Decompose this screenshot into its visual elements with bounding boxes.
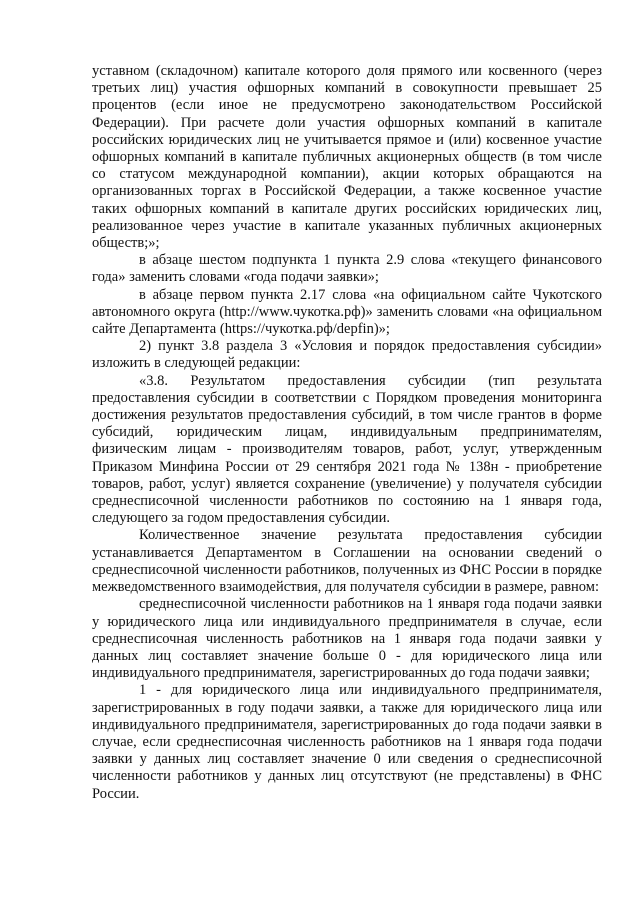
paragraph-amendment-3-8: 2) пункт 3.8 раздела 3 «Условия и порядок предоставления субсидии» изложить в следующей редакции: bbox=[92, 338, 602, 372]
paragraph-amendment-2-17: в абзаце первом пункта 2.17 слова «на официальном сайте Чукотского автономного округа (http://www.чукотка.рф)» заменить словами «на официальном сайте Департамента (https://чукотка.рф/depfin)»; bbox=[92, 286, 602, 338]
paragraph-offshore-participation: уставном (складочном) капитале которого доля прямого или косвенного (через третьих лиц) участия офшорных компаний в совокупности превышает 25 процентов (если иное не предусмотрено законодательством Российской Федерации). При расчете доли участия офшорных компаний в капитале российских юридических лиц не учитывается прямое и (или) косвенное участие офшорных компаний в капитале публичных акционерных обществ (в том числе со статусом международной компании), акции которых обращаются на организованных торгах в Российской Федерации, а также косвенное участие таких офшорных компаний в капитале других российских юридических лиц, реализованное через участие в капитале указанных публичных акционерных обществ;»; bbox=[92, 63, 602, 252]
paragraph-amendment-2-9: в абзаце шестом подпункта 1 пункта 2.9 слова «текущего финансового года» заменить словами «года подачи заявки»; bbox=[92, 252, 602, 286]
document-page bbox=[92, 63, 602, 803]
paragraph-average-headcount: среднесписочной численности работников на 1 января года подачи заявки у юридического лица или индивидуального предпринимателя в случае, если среднесписочная численность работников на 1 января года подачи заявки у данных лиц составляет значение больше 0 - для юридического лица или индивидуального предпринимателя, зарегистрированных до года подачи заявки; bbox=[92, 596, 602, 682]
paragraph-clause-3-8-result: «3.8. Результатом предоставления субсидии (тип результата предоставления субсидии в соответствии с Порядком проведения мониторинга достижения результатов предоставления субсидий, в том числе грантов в форме субсидий, юридическим лицам, индивидуальным предпринимателям, физическим лицам - производителям товаров, работ, услуг, утвержденным Приказом Минфина России от 29 сентября 2021 года № 138н - приобретение товаров, работ, услуг) является сохранение (увеличение) у получателя субсидии среднесписочной численности работников по состоянию на 1 января года, следующего за годом предоставления субсидии. bbox=[92, 372, 602, 527]
paragraph-value-one: 1 - для юридического лица или индивидуального предпринимателя, зарегистрированных в году подачи заявки, а также для юридического лица или индивидуального предпринимателя, зарегистрированных до года подачи заявки в случае, если среднесписочная численность работников на 1 января года подачи заявки у данных лиц составляет значение 0 или сведения о среднесписочной численности работников у данных лиц отсутствуют (не представлены) в ФНС России. bbox=[92, 682, 602, 802]
paragraph-quantitative-value: Количественное значение результата предоставления субсидии устанавливается Департаментом в Соглашении на основании сведений о среднесписочной численности работников, полученных из ФНС России в порядке межведомственного взаимодействия, для получателя субсидии в размере, равном: bbox=[92, 527, 602, 596]
